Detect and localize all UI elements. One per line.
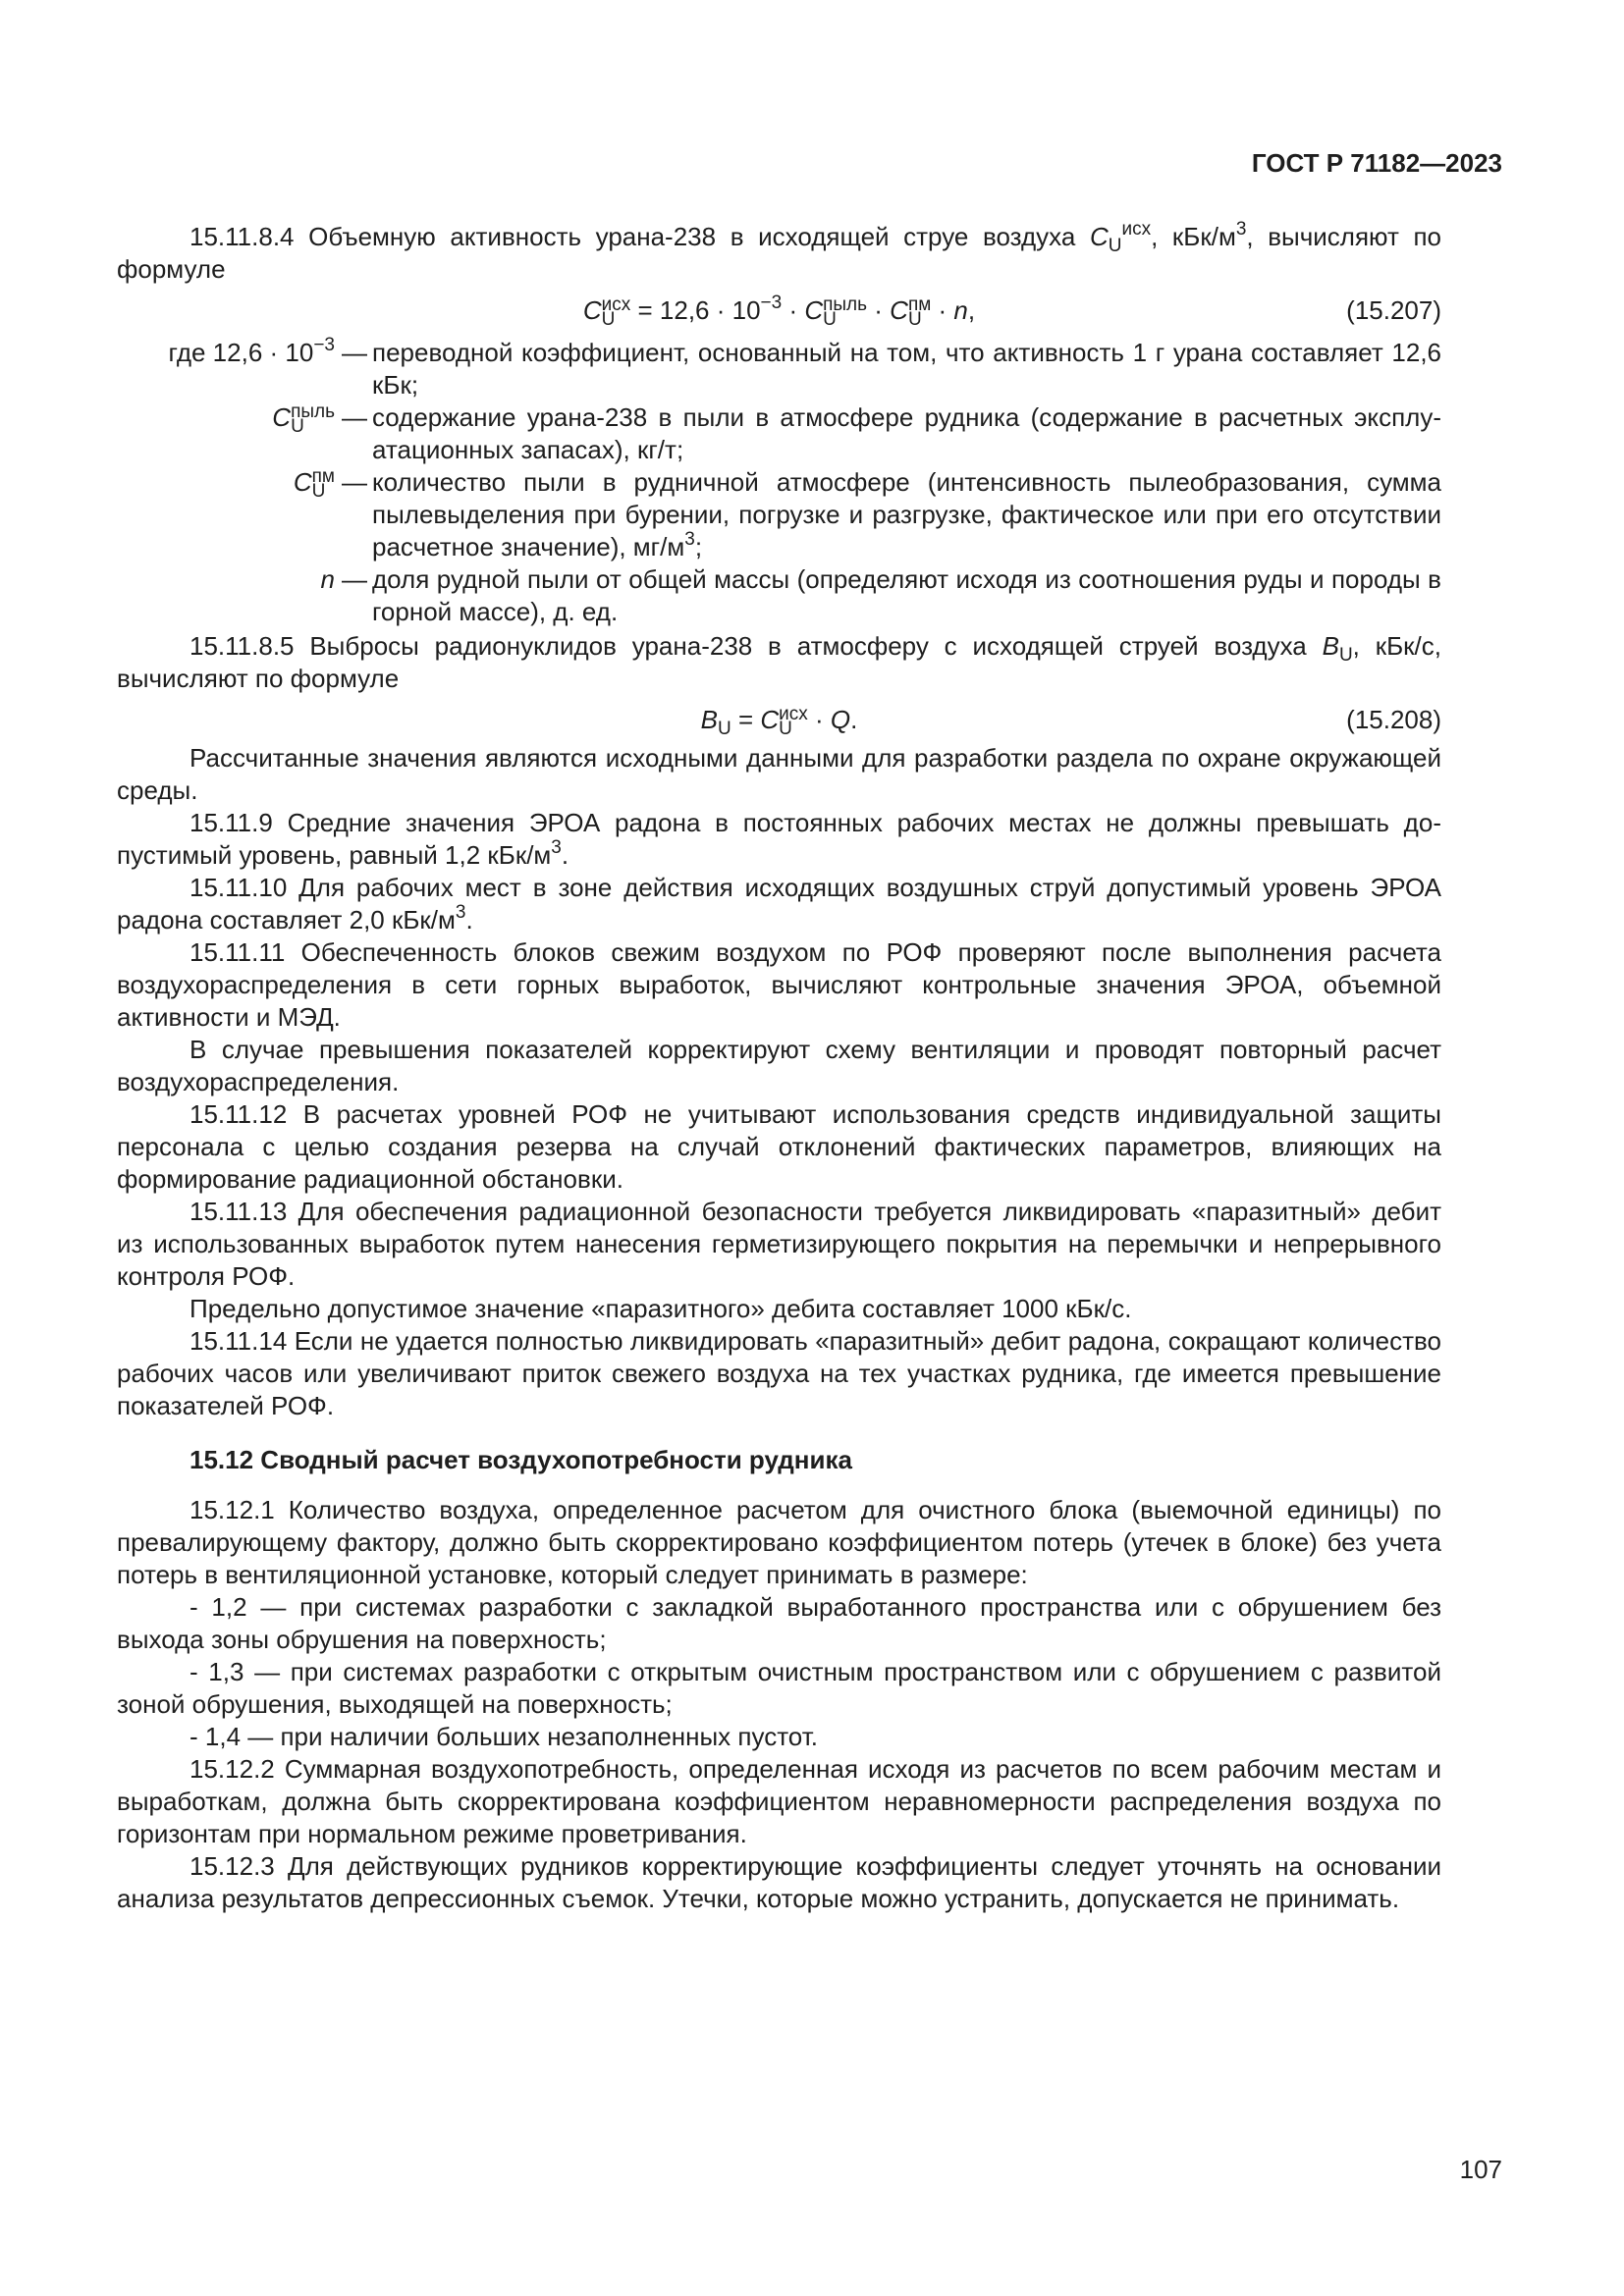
paragraph-15-11-12: 15.11.12 В расчетах уровней РОФ не учитывают использования средств индивидуальной защиты персонала с целью создания резерва на случай отклонений фактических параметров, влияющих на формирование радиационной обстановки.: [117, 1099, 1441, 1194]
paragraph-15-11-13: 15.11.13 Для обеспечения радиационной безопасности требуется ликвидировать «паразитный» дебит из использованных выработок путем нанесения герметизирующего покрытия на перемычки и непрерывного контроля РОФ.: [117, 1197, 1441, 1291]
list-item: - 1,4 — при наличии больших незаполненных пустот.: [189, 1722, 818, 1751]
paragraph-15-12-3: 15.12.3 Для действующих рудников корректирующие коэффициенты следует уточнять на основании анализа результатов депрессионных съемок. Утечки, которые можно устранить, допускается не принимать.: [117, 1851, 1441, 1913]
paragraph-15-11-11: 15.11.11 Обеспеченность блоков свежим воздухом по РОФ проверяют после выполнения расчета воздухораспределения в сети горных выработок, вычисляют контрольные значения ЭРОА, объемной активности и МЭД.: [117, 937, 1441, 1032]
paragraph-15-12-2: 15.12.2 Суммарная воздухопотребность, определенная исходя из расчетов по всем рабочим местам и выработкам, должна быть скорректирована коэффициентом неравномерности распределения воздуха по горизонтам при нормальном режиме проветривания.: [117, 1754, 1441, 1848]
definition-n: n — доля рудной пыли от общей массы (определяют исходя из соотношения руды и породы в горной массе), д. ед.: [320, 564, 1441, 626]
paragraph-limit-value: Предельно допустимое значение «паразитного» дебита составляет 1000 кБк/с.: [189, 1294, 1132, 1323]
page-number: 107: [1459, 2155, 1502, 2184]
paragraph-exceedance: В случае превышения показателей корректируют схему вентиляции и проводят повторный расчет воздухораспределения.: [117, 1035, 1441, 1096]
formula-15-207-definitions: [117, 337, 1441, 628]
document-code: ГОСТ Р 71182—2023: [1251, 148, 1502, 178]
formula-15-208: [117, 699, 1441, 741]
paragraph-15-11-8-4: 15.11.8.4 Объемную активность урана-238 в исходящей струе воздуха $C_U^{исх}$, кБк/$м^3$, вычисляют по формуле: [117, 219, 1442, 284]
definition-c-dust: C пыль U — содержание урана-238 в пыли в атмосфере рудника (содержание в расчетных эксплуатационных запасах), кг/т;: [272, 401, 1441, 464]
list-item: - 1,2 — при системах разработки с закладкой выработанного пространства или с обрушением без выхода зоны обрушения на поверхность;: [117, 1592, 1441, 1654]
paragraph-15-11-10: 15.11.10 Для рабочих мест в зоне действия исходящих воздушных струй допустимый уровень ЭРОА радона составляет 2,0 кБк/$м^3$.: [117, 873, 1441, 934]
formula-15-207: [117, 290, 1441, 332]
paragraph-15-12-1: 15.12.1 Количество воздуха, определенное расчетом для очистного блока (выемочной единицы) по превалирующему фактору, должно быть скорректировано коэффициентом потерь (утечек в блоке) без учета потерь в вентиляционной установке, который следует принимать в размере:: [117, 1495, 1441, 1589]
paragraph-15-11-9: 15.11.9 Средние значения ЭРОА радона в постоянных рабочих местах не должны превышать допустимый уровень, равный 1,2 кБк/$м^3$.: [117, 808, 1441, 870]
list-item: - 1,3 — при системах разработки с открытым очистным пространством или с обрушением с развитой зоной обрушения, выходящей на поверхность;: [117, 1657, 1441, 1719]
formula-15-208-expression: $B_U = C$ исх U · Q.: [700, 704, 858, 739]
formula-number: (15.208): [1346, 705, 1441, 734]
page-content: [117, 221, 1441, 1915]
formula-15-207-expression: C исх U = $12,6 \cdot 10^{-3} \cdot C$ пыль U · C пм U · n,: [582, 293, 976, 330]
definition-coefficient: где $12,6 \cdot 10^{-3}$ — переводной коэффициент, основанный на том, что активность 1 г урана составляет 12,6 кБк;: [168, 335, 1441, 400]
paragraph-calculated-values: Рассчитанные значения являются исходными данными для разработки раздела по охране окружающей среды.: [117, 743, 1441, 805]
definition-c-pm: C пм U — количество пыли в рудничной атмосфере (интенсивность пылеобразования, сумма пылевыделения при бурении, погрузке и разгрузке, фактическое или при его отсутствии расчетное значение), $мг/м^3$;: [293, 466, 1441, 561]
section-heading-15-12: 15.12 Сводный расчет воздухопотребности рудника: [189, 1445, 852, 1474]
paragraph-15-11-14: 15.11.14 Если не удается полностью ликвидировать «паразитный» дебит радона, сокращают количество рабочих часов или увеличивают приток свежего воздуха на тех участках рудника, где имеется превышение показателей РОФ.: [117, 1326, 1441, 1420]
formula-number: (15.207): [1346, 295, 1441, 325]
paragraph-15-11-8-5: 15.11.8.5 Выбросы радионуклидов урана-238 в атмосферу с исходящей струей воздуха $B_U$, кБк/с, вычисляют по формуле: [117, 631, 1441, 693]
